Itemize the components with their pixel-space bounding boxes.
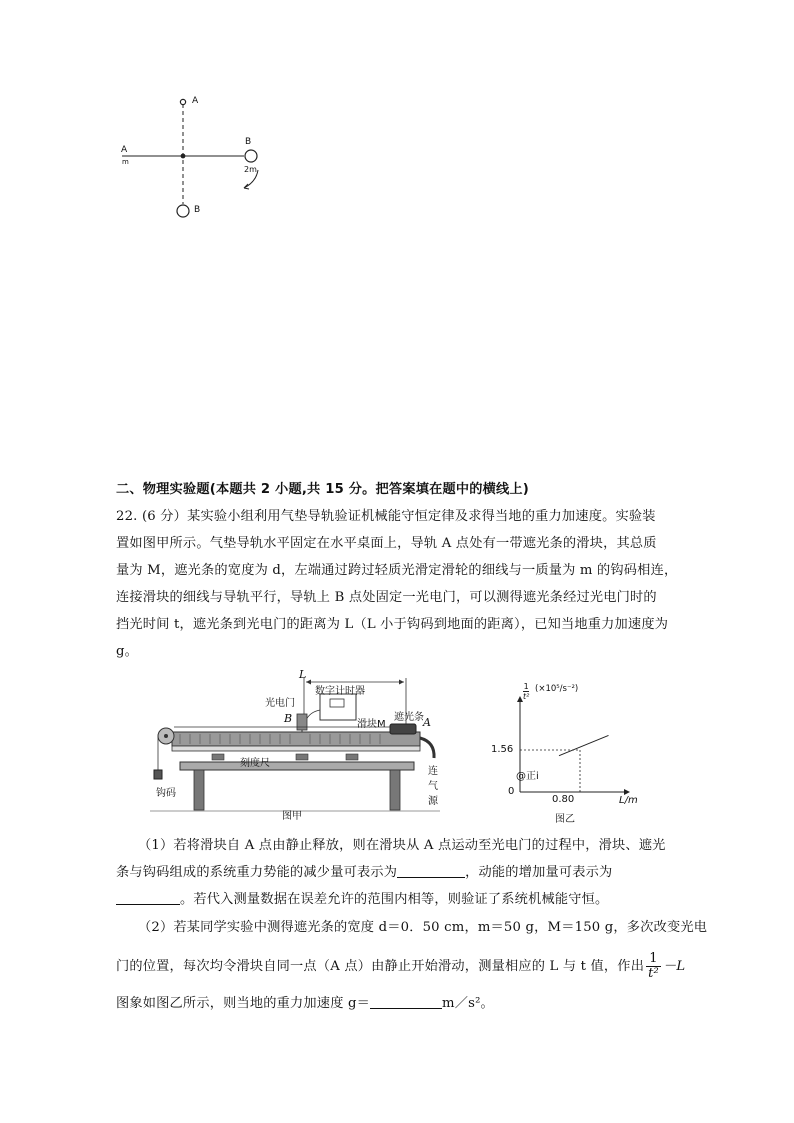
part2-text-3b: m／s²。 <box>442 996 494 1011</box>
figure-b <box>480 682 650 827</box>
label-a-left: A <box>121 145 128 155</box>
question-line-2: 置如图甲所示。气垫导轨水平固定在水平桌面上，导轨 A 点处有一带遮光条的滑块，其总质 <box>116 536 657 551</box>
label-gate: 光电门 <box>265 698 295 709</box>
y-axis-unit: (×10⁵/s⁻²) <box>535 684 579 694</box>
label-slider: 滑块M <box>357 719 386 730</box>
part1-line-3 <box>116 890 608 910</box>
question-line-3: 量为 M，遮光条的宽度为 d，左端通过跨过轻质光滑定滑轮的细线与一质量为 m 的钩码相连， <box>116 563 678 578</box>
y-axis-label-num: 1 <box>523 682 529 691</box>
top-diagram <box>110 92 280 222</box>
label-shutter: 遮光条 <box>394 712 424 723</box>
caption-b: 图乙 <box>555 814 575 825</box>
answer-blank-1[interactable] <box>397 863 465 878</box>
y-tick-label: 1.56 <box>491 744 514 755</box>
label-a: A <box>423 716 431 729</box>
part1-text-3b: 。若代入测量数据在误差允许的范围内相等，则验证了系统机械能守恒。 <box>180 892 609 907</box>
part2-text-2b: －L <box>662 959 686 974</box>
label-2m: 2m <box>244 165 257 174</box>
question-line-1: 22. (6 分）某实验小组利用气垫导轨验证机械能守恒定律及求得当地的重力加速度。实验装 <box>116 509 656 524</box>
figure-a <box>150 668 440 822</box>
pendulum-diagram <box>110 92 280 222</box>
question-line-4: 连接滑块的细线与导轨平行，导轨上 B 点处固定一光电门，可以测得遮光条经过光电门时的 <box>116 590 657 605</box>
label-b: B <box>284 712 293 725</box>
stray-text: @正i <box>516 771 539 782</box>
question-line-5: 挡光时间 t，遮光条到光电门的距离为 L（L 小于钩码到地面的距离），已知当地重力加速度为 <box>116 617 669 632</box>
part1-text-2a: 条与钩码组成的系统重力势能的减少量可表示为 <box>116 865 398 880</box>
section-heading: 二、物理实验题(本题共 2 小题,共 15 分。把答案填在题中的横线上) <box>116 482 530 497</box>
label-ruler: 刻度尺 <box>240 758 270 769</box>
x-tick-label: 0.80 <box>552 794 575 805</box>
part2-text-2a: 门的位置，每次均令滑块自同一点（A 点）由静止开始滑动，测量相应的 L 与 t 值，作出 <box>116 959 645 974</box>
fraction-denominator: t² <box>648 966 659 981</box>
data-line <box>559 735 609 755</box>
part1-line-2 <box>116 863 612 883</box>
part2-line-2 <box>116 952 685 981</box>
part2-line-1: （2）若某同学实验中测得遮光条的宽度 d＝0．50 cm，m＝50 g，M＝150 g，多次改变光电 <box>138 920 708 935</box>
label-l: L <box>299 668 307 681</box>
part2-line-3 <box>116 994 494 1014</box>
air-track-apparatus <box>150 672 440 822</box>
part2-text-3a: 图象如图乙所示，则当地的重力加速度 g＝ <box>116 996 371 1011</box>
answer-blank-3[interactable] <box>370 994 442 1009</box>
label-b-right: B <box>245 137 252 147</box>
label-air-source: 连气源 <box>428 766 438 807</box>
question-line-6: g。 <box>116 644 139 659</box>
fraction-numerator: 1 <box>646 952 661 967</box>
label-b-bottom: B <box>194 205 201 215</box>
part1-text-2b: ，动能的增加量可表示为 <box>465 865 613 880</box>
label-timer: 数字计时器 <box>315 686 365 697</box>
part1-line-1: （1）若将滑块自 A 点由静止释放，则在滑块从 A 点运动至光电门的过程中，滑块、遮光 <box>138 838 666 853</box>
label-m: m <box>122 158 129 166</box>
answer-blank-2[interactable] <box>116 890 180 905</box>
y-axis-label <box>523 682 529 701</box>
label-a-top: A <box>192 96 199 106</box>
y-axis-label-den: t² <box>523 692 530 701</box>
caption-a: 图甲 <box>282 811 302 822</box>
origin-label: 0 <box>508 786 515 797</box>
x-axis-label: L/m <box>619 795 638 806</box>
label-weight: 钩码 <box>156 788 176 799</box>
fraction-1-over-t2 <box>646 952 661 981</box>
